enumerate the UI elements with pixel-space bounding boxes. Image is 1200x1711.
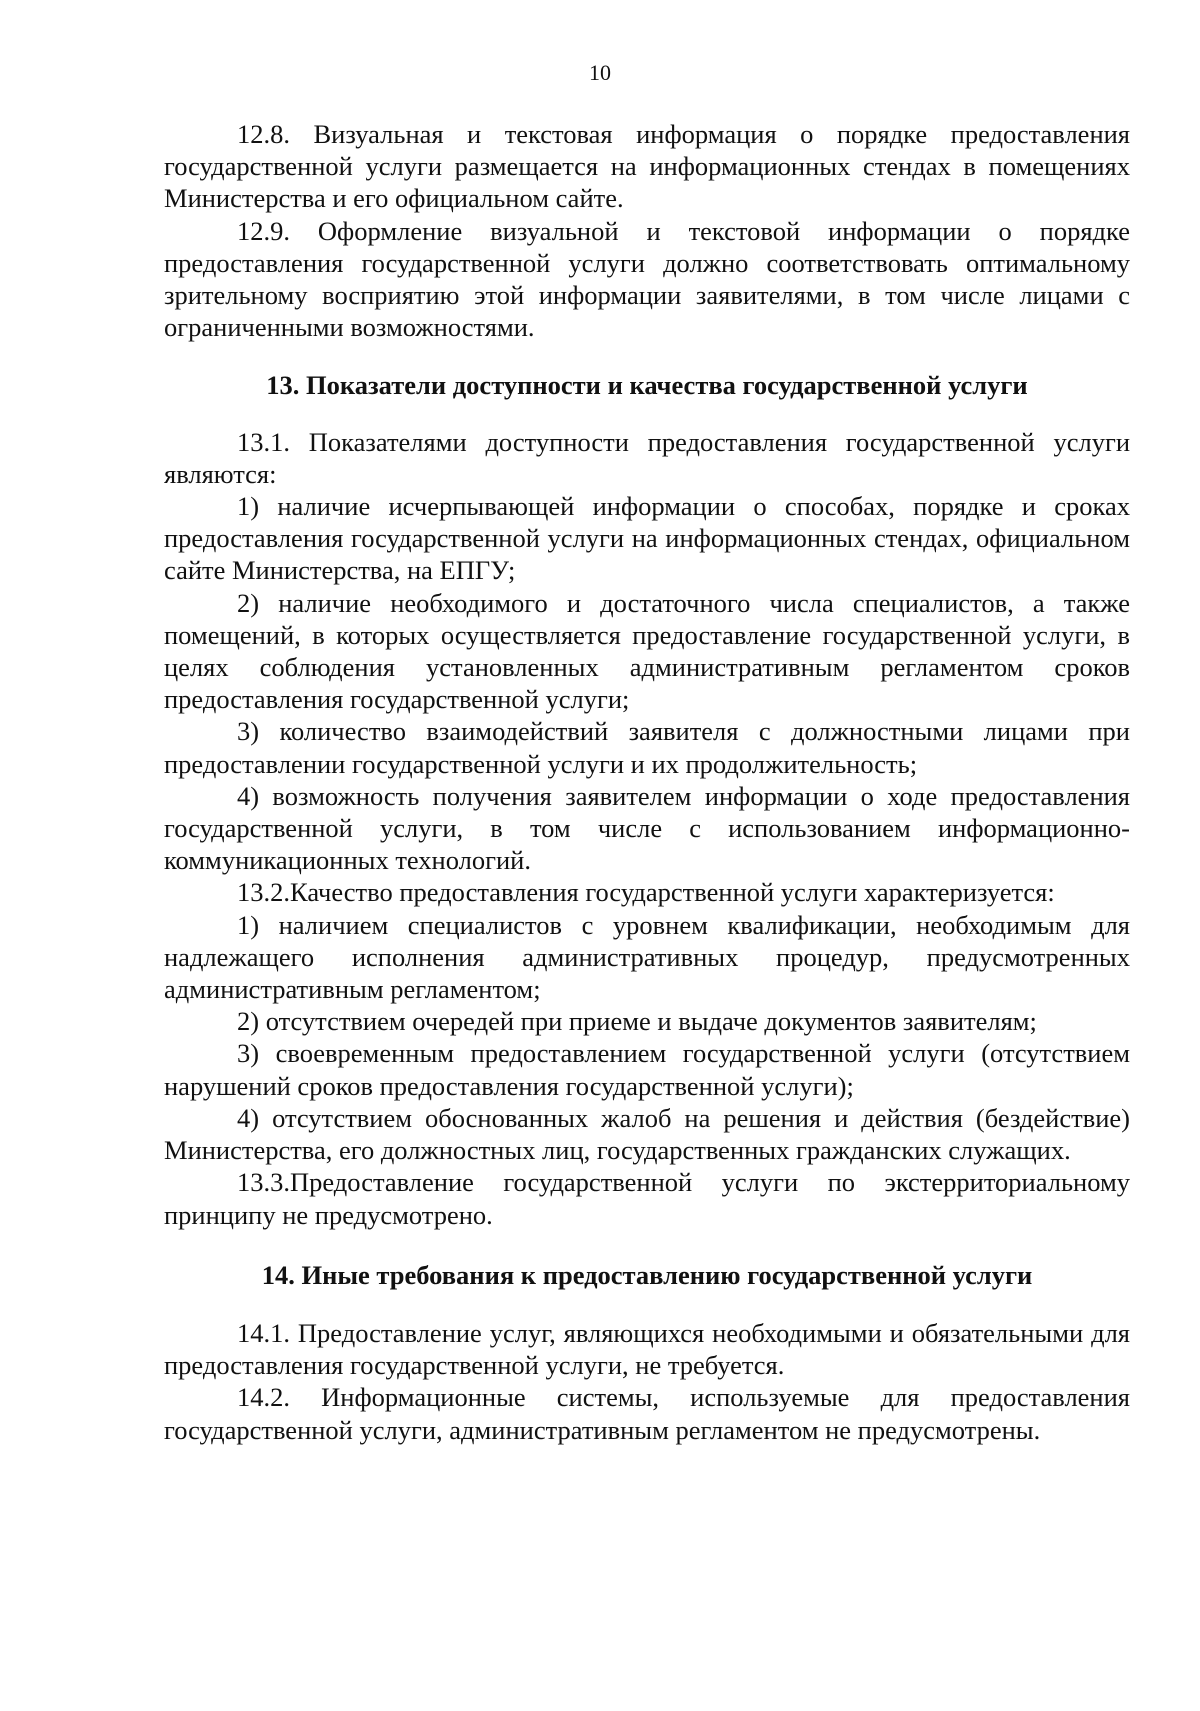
- section-heading-13: 13. Показатели доступности и качества государственной услуги: [266, 370, 1028, 401]
- document-body: [164, 118, 1130, 1446]
- list-item-13-1-3: 3) количество взаимодействий заявителя с должностными лицами при предоставлении государственной услуги и их продолжительность;: [164, 716, 1130, 779]
- list-item-13-2-3: 3) своевременным предоставлением государственной услуги (отсутствием нарушений сроков предоставления государственной услуги);: [164, 1038, 1130, 1101]
- section-heading-14: 14. Иные требования к предоставлению государственной услуги: [261, 1259, 1033, 1290]
- paragraph-14-2: 14.2. Информационные системы, используемые для предоставления государственной услуги, административным регламентом не предусмотрены.: [164, 1382, 1130, 1445]
- list-item-13-2-4: 4) отсутствием обоснованных жалоб на решения и действия (бездействие) Министерства, его должностных лиц, государственных гражданских служащих.: [164, 1102, 1130, 1166]
- paragraph-14-1: 14.1. Предоставление услуг, являющихся необходимыми и обязательными для предоставления государственной услуги, не требуется.: [164, 1317, 1130, 1381]
- paragraph-12-8: 12.8. Визуальная и текстовая информация о порядке предоставления государственной услуги размещается на информационных стендах в помещениях Министерства и его официальном сайте.: [164, 119, 1130, 214]
- paragraph-12-9: 12.9. Оформление визуальной и текстовой информации о порядке предоставления государственной услуги должно соответствовать оптимальному зрительному восприятию этой информации заявителями, в том числе лицами с ограниченными возможностями.: [164, 215, 1130, 343]
- list-item-13-2-1: 1) наличием специалистов с уровнем квалификации, необходимым для надлежащего исполнения административных процедур, предусмотренных административным регламентом;: [164, 909, 1130, 1005]
- list-item-13-1-4: 4) возможность получения заявителем информации о ходе предоставления государственной услуги, в том числе с использованием информационно-коммуникационных технологий.: [164, 780, 1130, 876]
- list-item-13-1-2: 2) наличие необходимого и достаточного числа специалистов, а также помещений, в которых осуществляется предоставление государственной услуги, в целях соблюдения установленных административным регламентом сроков предоставления государственной услуги;: [164, 587, 1130, 715]
- paragraph-13-3: 13.3.Предоставление государственной услуги по экстерриториальному принципу не предусмотрено.: [164, 1167, 1130, 1230]
- paragraph-13-2: 13.2.Качество предоставления государственной услуги характеризуется:: [237, 877, 1055, 908]
- paragraph-13-1: 13.1. Показателями доступности предоставления государственной услуги являются:: [164, 426, 1130, 489]
- page-number: 10: [589, 60, 611, 85]
- list-item-13-1-1: 1) наличие исчерпывающей информации о способах, порядке и сроках предоставления государственной услуги на информационных стендах, официальном сайте Министерства, на ЕПГУ;: [164, 491, 1130, 586]
- list-item-13-2-2: 2) отсутствием очередей при приеме и выдаче документов заявителям;: [237, 1006, 1037, 1037]
